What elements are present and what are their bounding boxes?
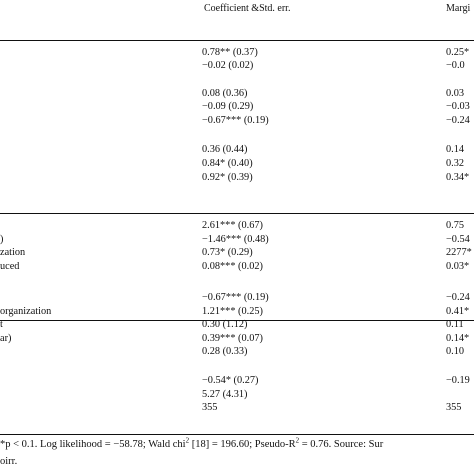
marginal-effect-cell: 0.11 <box>446 319 464 330</box>
row-label: zation <box>0 247 26 258</box>
coefficient-cell: 0.30 (1.12) <box>202 319 248 330</box>
column-header-marginal: Margi <box>446 3 471 14</box>
marginal-effect-cell: 0.03 <box>446 88 465 99</box>
footnote-r-superscript: 2 <box>295 436 300 445</box>
table-row <box>0 100 474 113</box>
table-rule-header <box>0 40 474 41</box>
row-label: organization <box>0 306 52 317</box>
marginal-effect-cell: 0.14 <box>446 144 465 155</box>
row-label: ar) <box>0 333 12 344</box>
coefficient-cell: −1.46*** (0.48) <box>202 234 269 245</box>
marginal-effect-cell: 0.03* <box>446 261 470 272</box>
table-row <box>0 219 474 232</box>
marginal-effect-cell: −0.0 <box>446 60 465 71</box>
coefficient-cell: 355 <box>202 402 218 413</box>
table-row <box>0 87 474 100</box>
table-row <box>0 46 474 59</box>
table-row <box>0 305 474 318</box>
coefficient-cell: 0.28 (0.33) <box>202 346 248 357</box>
table-row <box>0 260 474 273</box>
footnote-text-middle: [18] = 196.60; Pseudo-R <box>189 439 296 450</box>
marginal-effect-cell: 0.25* <box>446 47 470 58</box>
coefficient-cell: 2.61*** (0.67) <box>202 220 263 231</box>
footnote-chi-superscript: 2 <box>185 436 190 445</box>
marginal-effect-cell: 0.75 <box>446 220 465 231</box>
row-label: uced <box>0 261 20 272</box>
coefficient-cell: −0.67*** (0.19) <box>202 292 269 303</box>
marginal-effect-cell: −0.03 <box>446 101 470 112</box>
table-row <box>0 233 474 246</box>
table-row <box>0 143 474 156</box>
marginal-effect-cell: 0.32 <box>446 158 465 169</box>
coefficient-cell: 0.92* (0.39) <box>202 172 253 183</box>
marginal-effect-cell: 2277* <box>446 247 472 258</box>
table-rule-bottom <box>0 434 474 435</box>
marginal-effect-cell: 0.14* <box>446 333 470 344</box>
marginal-effect-cell: −0.24 <box>446 292 470 303</box>
table-row <box>0 388 474 401</box>
marginal-effect-cell: 0.10 <box>446 346 465 357</box>
coefficient-cell: 0.08*** (0.02) <box>202 261 263 272</box>
table-row <box>0 171 474 184</box>
marginal-effect-cell: −0.54 <box>446 234 470 245</box>
marginal-effect-cell: 0.41* <box>446 306 470 317</box>
footnote-text-start: *p < 0.1. Log likelihood = −58.78; Wald chi <box>0 439 186 450</box>
coefficient-cell: −0.67*** (0.19) <box>202 115 269 126</box>
table-row <box>0 114 474 127</box>
coefficient-cell: 1.21*** (0.25) <box>202 306 263 317</box>
coefficient-cell: −0.09 (0.29) <box>202 101 254 112</box>
table-row <box>0 374 474 387</box>
table-row <box>0 318 474 331</box>
coefficient-cell: −0.54* (0.27) <box>202 375 259 386</box>
coefficient-cell: −0.02 (0.02) <box>202 60 254 71</box>
marginal-effect-cell: 355 <box>446 402 462 413</box>
table-row <box>0 59 474 72</box>
table-rule-section-1 <box>0 213 474 214</box>
coefficient-cell: 0.08 (0.36) <box>202 88 248 99</box>
footnote-text-end: = 0.76. Source: Sur <box>299 439 384 450</box>
coefficient-cell: 0.36 (0.44) <box>202 144 248 155</box>
coefficient-cell: 0.73* (0.29) <box>202 247 253 258</box>
table-row <box>0 332 474 345</box>
table-row <box>0 157 474 170</box>
table-row <box>0 345 474 358</box>
row-label: t <box>0 319 3 330</box>
marginal-effect-cell: 0.34* <box>446 172 470 183</box>
table-row <box>0 291 474 304</box>
marginal-effect-cell: −0.24 <box>446 115 470 126</box>
coefficient-cell: 5.27 (4.31) <box>202 389 248 400</box>
table-footnote <box>0 438 383 451</box>
table-row <box>0 246 474 259</box>
row-label: ) <box>0 234 4 245</box>
column-header-coefficient: Coefficient &Std. err. <box>204 3 291 14</box>
table-footnote-line-2: oirr. <box>0 456 18 467</box>
coefficient-cell: 0.78** (0.37) <box>202 47 258 58</box>
coefficient-cell: 0.84* (0.40) <box>202 158 253 169</box>
coefficient-cell: 0.39*** (0.07) <box>202 333 263 344</box>
marginal-effect-cell: −0.19 <box>446 375 470 386</box>
table-row <box>0 401 474 414</box>
